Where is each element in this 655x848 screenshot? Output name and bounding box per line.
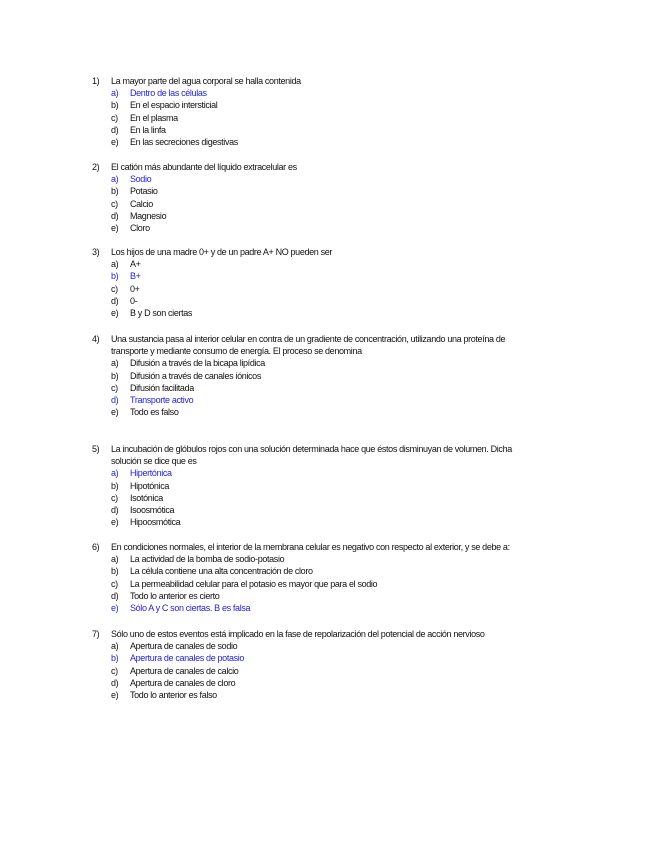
option-text: Calcio — [130, 198, 153, 209]
option-d — [92, 677, 552, 689]
question-3 — [92, 246, 552, 319]
option-b — [92, 480, 552, 492]
option-text: En la linfa — [130, 124, 166, 135]
option-letter: b) — [111, 653, 119, 664]
option-c — [92, 665, 552, 677]
option-text: Isotónica — [130, 492, 163, 503]
option-text: Todo lo anterior es cierto — [130, 590, 220, 601]
option-text: La permeabilidad celular para el potasio es mayor que para el sodio — [130, 578, 378, 589]
option-letter: e) — [111, 223, 119, 234]
option-letter: d) — [111, 210, 119, 221]
option-letter: e) — [111, 407, 119, 418]
option-letter: b) — [111, 480, 119, 491]
option-a — [92, 357, 552, 369]
option-text: Hipotónica — [130, 480, 170, 491]
question-text — [111, 161, 552, 173]
option-letter: a) — [111, 259, 119, 270]
option-text: Apertura de canales de cloro — [130, 677, 236, 688]
question-number: 4) — [92, 334, 100, 344]
option-letter: e) — [111, 603, 119, 614]
option-text: Hipertónica — [130, 468, 172, 479]
option-text: Difusión facilitada — [130, 382, 194, 393]
question-number: 5) — [92, 444, 100, 454]
question-text — [111, 443, 552, 467]
option-a — [92, 173, 552, 185]
option-text: B+ — [130, 271, 141, 282]
option-letter: d) — [111, 124, 119, 135]
question-text — [111, 541, 552, 553]
option-d — [92, 210, 552, 222]
option-text: 0+ — [130, 283, 140, 294]
option-letter: e) — [111, 517, 119, 528]
question-stem — [92, 75, 552, 87]
question-number: 7) — [92, 629, 100, 639]
option-e — [92, 222, 552, 234]
question-number: 3) — [92, 247, 100, 257]
option-letter: a) — [111, 174, 119, 185]
option-letter: e) — [111, 308, 119, 319]
question-stem — [92, 161, 552, 173]
option-text: En el espacio intersticial — [130, 100, 218, 111]
option-text: Sodio — [130, 174, 152, 185]
option-b — [92, 565, 552, 577]
option-c — [92, 382, 552, 394]
option-letter: d) — [111, 590, 119, 601]
question-stem — [92, 443, 552, 467]
option-e — [92, 406, 552, 418]
question-text-line: solución se dice que es — [111, 456, 197, 467]
question-text-line: En condiciones normales, el interior de la membrana celular es negativo con respecto al exterior, y se debe a: — [111, 542, 510, 552]
question-text-line: Una sustancia pasa al interior celular en contra de un gradiente de concentración, utilizando una proteína de — [111, 334, 506, 344]
option-text: Cloro — [130, 223, 150, 234]
option-text: La actividad de la bomba de sodio-potasio — [130, 554, 285, 565]
option-text: La célula contiene una alta concentración de cloro — [130, 566, 313, 577]
question-stem — [92, 333, 552, 357]
option-letter: d) — [111, 505, 119, 516]
question-number: 1) — [92, 76, 100, 86]
option-letter: c) — [111, 492, 118, 503]
question-text-line: La incubación de glóbulos rojos con una solución determinada hace que éstos disminuyan de volumen. Dicha — [111, 444, 512, 454]
option-text: 0- — [130, 295, 138, 306]
question-text — [111, 246, 552, 258]
option-a — [92, 87, 552, 99]
option-letter: b) — [111, 370, 119, 381]
option-c — [92, 578, 552, 590]
option-d — [92, 295, 552, 307]
option-text: Potasio — [130, 186, 158, 197]
option-letter: b) — [111, 186, 119, 197]
option-a — [92, 258, 552, 270]
option-letter: a) — [111, 358, 119, 369]
question-text-line: Sólo uno de estos eventos está implicado en la fase de repolarización del potencial de acción nervioso — [111, 629, 485, 639]
option-c — [92, 112, 552, 124]
option-text: Difusión a través de la bicapa lipídica — [130, 358, 265, 369]
option-letter: a) — [111, 641, 119, 652]
option-letter: a) — [111, 468, 119, 479]
option-e — [92, 136, 552, 148]
option-e — [92, 689, 552, 701]
option-b — [92, 185, 552, 197]
option-a — [92, 553, 552, 565]
option-text: En las secreciones digestivas — [130, 137, 238, 148]
option-text: A+ — [130, 259, 141, 270]
question-text-line: transporte y mediante consumo de energía. El proceso se denomina — [111, 346, 362, 357]
question-number: 6) — [92, 542, 100, 552]
question-stem — [92, 541, 552, 553]
question-stem — [92, 628, 552, 640]
question-4 — [92, 333, 552, 418]
option-letter: b) — [111, 100, 119, 111]
option-letter: c) — [111, 112, 118, 123]
option-a — [92, 467, 552, 479]
option-e — [92, 307, 552, 319]
option-c — [92, 492, 552, 504]
option-letter: c) — [111, 665, 118, 676]
option-letter: e) — [111, 690, 119, 701]
option-text: B y D son ciertas — [130, 308, 193, 319]
option-text: Apertura de canales de sodio — [130, 641, 238, 652]
option-letter: a) — [111, 554, 119, 565]
option-text: Hipoosmótica — [130, 517, 181, 528]
option-d — [92, 504, 552, 516]
option-text: Magnesio — [130, 210, 167, 221]
option-letter: c) — [111, 198, 118, 209]
option-e — [92, 516, 552, 528]
option-letter: a) — [111, 88, 119, 99]
option-text: Sólo A y C son ciertas. B es falsa — [130, 603, 251, 614]
option-e — [92, 602, 552, 614]
option-text: Isoosmótica — [130, 505, 175, 516]
option-letter: c) — [111, 382, 118, 393]
question-number: 2) — [92, 162, 100, 172]
option-d — [92, 590, 552, 602]
question-text-line: El catión más abundante del líquido extracelular es — [111, 162, 297, 172]
question-7 — [92, 628, 552, 701]
option-c — [92, 283, 552, 295]
question-text-line: Los hijos de una madre 0+ y de un padre A+ NO pueden ser — [111, 247, 333, 257]
option-text: Apertura de canales de potasio — [130, 653, 245, 664]
option-letter: c) — [111, 578, 118, 589]
question-1 — [92, 75, 552, 148]
option-text: En el plasma — [130, 112, 178, 123]
question-text-line: La mayor parte del agua corporal se halla contenida — [111, 76, 301, 86]
option-text: Dentro de las células — [130, 88, 207, 99]
question-text — [111, 333, 552, 357]
option-text: Transporte activo — [130, 395, 194, 406]
option-letter: d) — [111, 395, 119, 406]
option-a — [92, 640, 552, 652]
question-stem — [92, 246, 552, 258]
question-text — [111, 75, 552, 87]
option-letter: b) — [111, 566, 119, 577]
option-letter: b) — [111, 271, 119, 282]
option-text: Todo lo anterior es falso — [130, 690, 217, 701]
option-letter: d) — [111, 677, 119, 688]
option-letter: d) — [111, 295, 119, 306]
option-text: Difusión a través de canales iónicos — [130, 370, 261, 381]
question-2 — [92, 161, 552, 234]
option-text: Todo es falso — [130, 407, 179, 418]
option-c — [92, 198, 552, 210]
question-6 — [92, 541, 552, 614]
question-text — [111, 628, 552, 640]
option-text: Apertura de canales de calcio — [130, 665, 239, 676]
option-letter: e) — [111, 137, 119, 148]
question-5 — [92, 443, 552, 528]
option-d — [92, 394, 552, 406]
option-b — [92, 652, 552, 664]
option-d — [92, 124, 552, 136]
option-letter: c) — [111, 283, 118, 294]
option-b — [92, 370, 552, 382]
option-b — [92, 270, 552, 282]
option-b — [92, 99, 552, 111]
